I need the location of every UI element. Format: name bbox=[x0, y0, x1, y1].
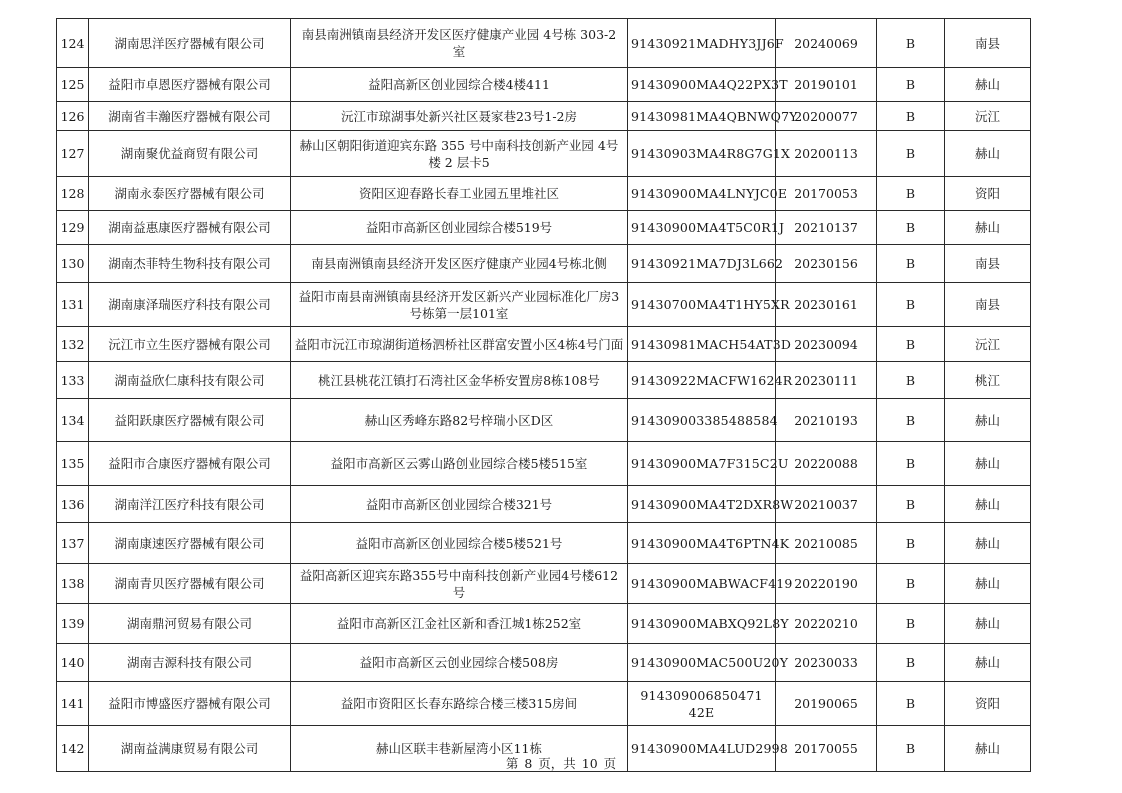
cell-index: 138 bbox=[57, 564, 89, 604]
cell-company-name: 湖南益满康贸易有限公司 bbox=[89, 726, 291, 772]
cell-class: B bbox=[877, 523, 945, 564]
footer-prefix: 第 bbox=[505, 756, 519, 771]
cell-class: B bbox=[877, 327, 945, 362]
table-row bbox=[57, 682, 1031, 726]
cell-area: 赫山 bbox=[945, 726, 1031, 772]
cell-company-name: 湖南吉源科技有限公司 bbox=[89, 644, 291, 682]
cell-company-name: 湖南省丰瀚医疗器械有限公司 bbox=[89, 102, 291, 131]
cell-company-name: 湖南康泽瑞医疗科技有限公司 bbox=[89, 283, 291, 327]
cell-class: B bbox=[877, 102, 945, 131]
cell-company-name: 湖南益欣仁康科技有限公司 bbox=[89, 362, 291, 399]
cell-record-number: 20220210 bbox=[776, 604, 877, 644]
cell-address: 赫山区秀峰东路82号梓瑞小区D区 bbox=[291, 399, 628, 442]
cell-area: 桃江 bbox=[945, 362, 1031, 399]
cell-area: 沅江 bbox=[945, 327, 1031, 362]
cell-address: 沅江市琼湖事处新兴社区聂家巷23号1-2房 bbox=[291, 102, 628, 131]
cell-class: B bbox=[877, 211, 945, 245]
cell-record-number: 20210037 bbox=[776, 486, 877, 523]
cell-area: 赫山 bbox=[945, 442, 1031, 486]
cell-credit-code: 91430921MA7DJ3L662 bbox=[628, 245, 776, 283]
footer-current-page: 8 bbox=[524, 756, 533, 771]
cell-area: 赫山 bbox=[945, 211, 1031, 245]
cell-credit-code: 91430900MA4Q22PX3T bbox=[628, 68, 776, 102]
cell-company-name: 沅江市立生医疗器械有限公司 bbox=[89, 327, 291, 362]
cell-record-number: 20170055 bbox=[776, 726, 877, 772]
table-row bbox=[57, 177, 1031, 211]
cell-class: B bbox=[877, 399, 945, 442]
cell-index: 135 bbox=[57, 442, 89, 486]
cell-address: 桃江县桃花江镇打石湾社区金华桥安置房8栋108号 bbox=[291, 362, 628, 399]
cell-area: 赫山 bbox=[945, 68, 1031, 102]
footer-middle: 页，共 bbox=[538, 756, 576, 771]
footer-total-pages: 10 bbox=[581, 756, 598, 771]
cell-company-name: 湖南聚优益商贸有限公司 bbox=[89, 131, 291, 177]
cell-record-number: 20210085 bbox=[776, 523, 877, 564]
cell-index: 133 bbox=[57, 362, 89, 399]
cell-credit-code: 91430700MA4T1HY5XR bbox=[628, 283, 776, 327]
cell-credit-code: 91430900MA4LUD2998 bbox=[628, 726, 776, 772]
table-row bbox=[57, 102, 1031, 131]
table-row bbox=[57, 644, 1031, 682]
cell-address: 益阳市高新区创业园综合楼5楼521号 bbox=[291, 523, 628, 564]
table-row bbox=[57, 211, 1031, 245]
cell-class: B bbox=[877, 283, 945, 327]
cell-credit-code: 914309006850471​42E bbox=[628, 682, 776, 726]
cell-area: 赫山 bbox=[945, 486, 1031, 523]
cell-address: 益阳市高新区江金社区新和香江城1栋252室 bbox=[291, 604, 628, 644]
cell-index: 134 bbox=[57, 399, 89, 442]
registry-sheet bbox=[56, 18, 1030, 772]
cell-address: 赫山区朝阳街道迎宾东路 355 号中南科技创新产业园 4号楼 2 层卡5 bbox=[291, 131, 628, 177]
cell-credit-code: 91430921MADHY3JJ6F bbox=[628, 19, 776, 68]
cell-company-name: 益阳跃康医疗器械有限公司 bbox=[89, 399, 291, 442]
cell-record-number: 20230094 bbox=[776, 327, 877, 362]
table-row bbox=[57, 19, 1031, 68]
cell-company-name: 湖南青贝医疗器械有限公司 bbox=[89, 564, 291, 604]
table-row bbox=[57, 327, 1031, 362]
table-row bbox=[57, 604, 1031, 644]
cell-class: B bbox=[877, 362, 945, 399]
cell-address: 益阳市沅江市琼湖街道杨泗桥社区群富安置小区4栋4号门面 bbox=[291, 327, 628, 362]
cell-index: 136 bbox=[57, 486, 89, 523]
cell-area: 沅江 bbox=[945, 102, 1031, 131]
cell-credit-code: 91430900MABXQ92L8Y bbox=[628, 604, 776, 644]
cell-area: 赫山 bbox=[945, 644, 1031, 682]
cell-class: B bbox=[877, 131, 945, 177]
cell-area: 南县 bbox=[945, 283, 1031, 327]
cell-class: B bbox=[877, 644, 945, 682]
cell-record-number: 20200077 bbox=[776, 102, 877, 131]
cell-credit-code: 914309003385488584 bbox=[628, 399, 776, 442]
table-row bbox=[57, 399, 1031, 442]
cell-credit-code: 91430900MA7F315C2U bbox=[628, 442, 776, 486]
cell-area: 赫山 bbox=[945, 131, 1031, 177]
cell-record-number: 20230161 bbox=[776, 283, 877, 327]
cell-credit-code: 91430900MA4LNYJC0E bbox=[628, 177, 776, 211]
cell-area: 赫山 bbox=[945, 604, 1031, 644]
cell-class: B bbox=[877, 245, 945, 283]
cell-company-name: 湖南益惠康医疗器械有限公司 bbox=[89, 211, 291, 245]
table-row bbox=[57, 564, 1031, 604]
cell-credit-code: 91430981MA4QBNWQ7Y bbox=[628, 102, 776, 131]
cell-index: 142 bbox=[57, 726, 89, 772]
cell-record-number: 20190101 bbox=[776, 68, 877, 102]
cell-index: 131 bbox=[57, 283, 89, 327]
cell-index: 127 bbox=[57, 131, 89, 177]
cell-credit-code: 91430900MAC500U20Y bbox=[628, 644, 776, 682]
cell-address: 益阳高新区创业园综合楼4楼411 bbox=[291, 68, 628, 102]
cell-company-name: 湖南思洋医疗器械有限公司 bbox=[89, 19, 291, 68]
cell-company-name: 湖南康速医疗器械有限公司 bbox=[89, 523, 291, 564]
cell-class: B bbox=[877, 726, 945, 772]
cell-class: B bbox=[877, 442, 945, 486]
cell-credit-code: 91430900MA4T2DXR8W bbox=[628, 486, 776, 523]
cell-record-number: 20210137 bbox=[776, 211, 877, 245]
page-footer bbox=[0, 754, 1122, 772]
table-row bbox=[57, 131, 1031, 177]
cell-area: 南县 bbox=[945, 19, 1031, 68]
cell-class: B bbox=[877, 604, 945, 644]
cell-class: B bbox=[877, 68, 945, 102]
cell-credit-code: 91430900MABWACF419 bbox=[628, 564, 776, 604]
cell-address: 益阳市资阳区长春东路综合楼三楼315房间 bbox=[291, 682, 628, 726]
cell-index: 132 bbox=[57, 327, 89, 362]
table-row bbox=[57, 486, 1031, 523]
cell-address: 南县南洲镇南县经济开发区医疗健康产业园4号栋北侧 bbox=[291, 245, 628, 283]
cell-credit-code: 91430981MACH54AT3D bbox=[628, 327, 776, 362]
cell-address: 益阳市高新区云创业园综合楼508房 bbox=[291, 644, 628, 682]
cell-index: 130 bbox=[57, 245, 89, 283]
cell-index: 126 bbox=[57, 102, 89, 131]
cell-index: 141 bbox=[57, 682, 89, 726]
cell-company-name: 湖南洋江医疗科技有限公司 bbox=[89, 486, 291, 523]
cell-address: 益阳高新区迎宾东路355号中南科技创新产业园4号楼612号 bbox=[291, 564, 628, 604]
cell-company-name: 益阳市卓恩医疗器械有限公司 bbox=[89, 68, 291, 102]
cell-company-name: 益阳市博盛医疗器械有限公司 bbox=[89, 682, 291, 726]
cell-index: 125 bbox=[57, 68, 89, 102]
cell-address: 益阳市高新区云雾山路创业园综合楼5楼515室 bbox=[291, 442, 628, 486]
cell-class: B bbox=[877, 177, 945, 211]
cell-index: 139 bbox=[57, 604, 89, 644]
cell-index: 140 bbox=[57, 644, 89, 682]
cell-credit-code: 91430903MA4R8G7G1X bbox=[628, 131, 776, 177]
cell-index: 128 bbox=[57, 177, 89, 211]
cell-record-number: 20170053 bbox=[776, 177, 877, 211]
cell-area: 资阳 bbox=[945, 682, 1031, 726]
cell-class: B bbox=[877, 486, 945, 523]
cell-credit-code: 91430900MA4T6PTN4K bbox=[628, 523, 776, 564]
cell-record-number: 20220088 bbox=[776, 442, 877, 486]
cell-company-name: 湖南永泰医疗器械有限公司 bbox=[89, 177, 291, 211]
cell-index: 129 bbox=[57, 211, 89, 245]
cell-address: 益阳市高新区创业园综合楼519号 bbox=[291, 211, 628, 245]
cell-class: B bbox=[877, 682, 945, 726]
cell-record-number: 20230156 bbox=[776, 245, 877, 283]
cell-area: 赫山 bbox=[945, 399, 1031, 442]
cell-area: 赫山 bbox=[945, 564, 1031, 604]
cell-area: 资阳 bbox=[945, 177, 1031, 211]
cell-record-number: 20230033 bbox=[776, 644, 877, 682]
cell-address: 益阳市高新区创业园综合楼321号 bbox=[291, 486, 628, 523]
cell-credit-code: 91430922MACFW1624R bbox=[628, 362, 776, 399]
cell-record-number: 20220190 bbox=[776, 564, 877, 604]
cell-record-number: 20240069 bbox=[776, 19, 877, 68]
cell-index: 124 bbox=[57, 19, 89, 68]
table-row bbox=[57, 523, 1031, 564]
table-row bbox=[57, 68, 1031, 102]
cell-record-number: 20210193 bbox=[776, 399, 877, 442]
cell-index: 137 bbox=[57, 523, 89, 564]
table-row bbox=[57, 442, 1031, 486]
table-row bbox=[57, 362, 1031, 399]
cell-company-name: 益阳市合康医疗器械有限公司 bbox=[89, 442, 291, 486]
footer-suffix: 页 bbox=[603, 756, 617, 771]
table-row bbox=[57, 283, 1031, 327]
cell-record-number: 20190065 bbox=[776, 682, 877, 726]
cell-company-name: 湖南杰菲特生物科技有限公司 bbox=[89, 245, 291, 283]
table-row bbox=[57, 245, 1031, 283]
cell-record-number: 20200113 bbox=[776, 131, 877, 177]
cell-class: B bbox=[877, 19, 945, 68]
cell-address: 益阳市南县南洲镇南县经济开发区新兴产业园标准化厂房3号栋第一层101室 bbox=[291, 283, 628, 327]
cell-address: 赫山区联丰巷新屋湾小区11栋 bbox=[291, 726, 628, 772]
cell-credit-code: 91430900MA4T5C0R1J bbox=[628, 211, 776, 245]
registry-table bbox=[56, 18, 1031, 772]
cell-area: 南县 bbox=[945, 245, 1031, 283]
cell-class: B bbox=[877, 564, 945, 604]
cell-area: 赫山 bbox=[945, 523, 1031, 564]
cell-record-number: 20230111 bbox=[776, 362, 877, 399]
cell-company-name: 湖南鼎河贸易有限公司 bbox=[89, 604, 291, 644]
cell-address: 资阳区迎春路长春工业园五里堆社区 bbox=[291, 177, 628, 211]
cell-address: 南县南洲镇南县经济开发区医疗健康产业园 4号栋 303-2 室 bbox=[291, 19, 628, 68]
